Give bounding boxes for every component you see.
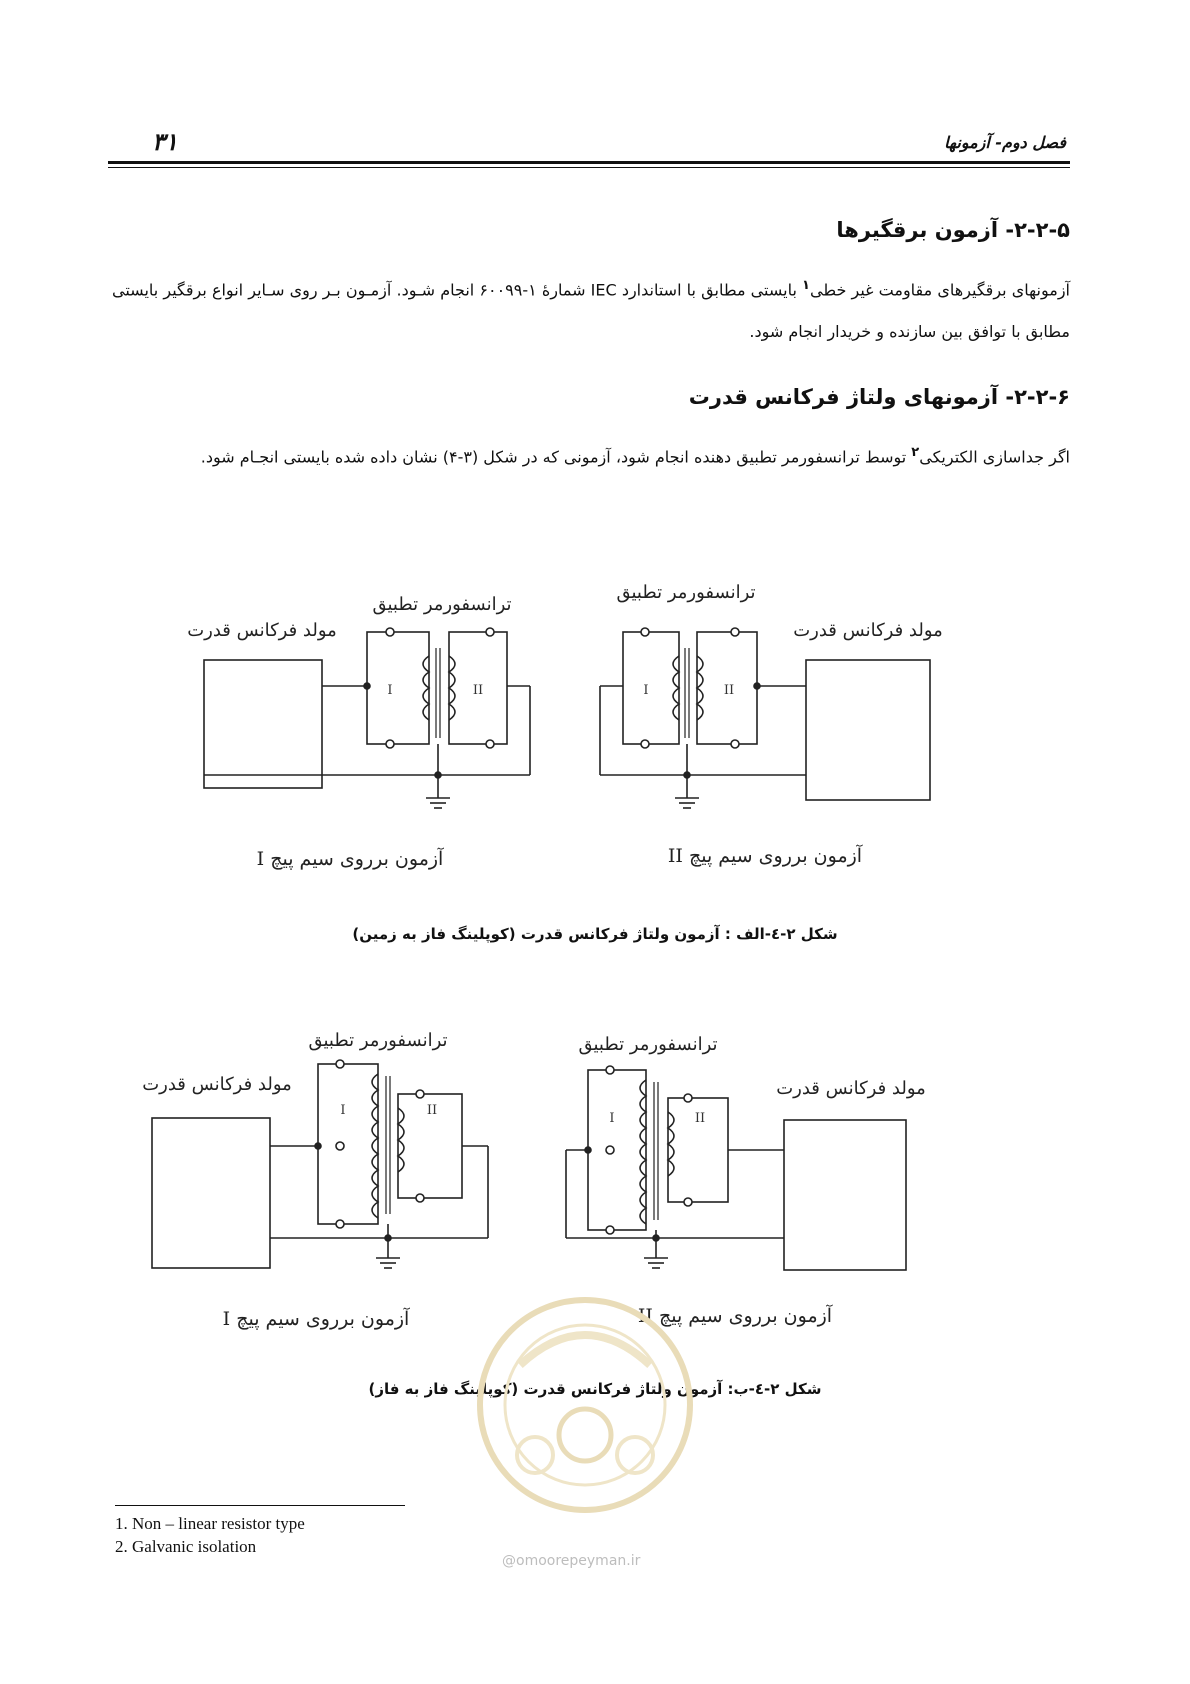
section-heading-arresters: ۲-۲-۵- آزمون برقگیرها [836, 218, 1070, 242]
watermark-url: @omoorepeyman.ir [502, 1553, 641, 1569]
paragraph-text: توسط ترانسفورمر تطبیق دهنده انجام شود، آزمونی که در شکل (۳-۴) نشان داده شده بایستی انجـام شود. [200, 447, 912, 467]
footnote-separator [115, 1505, 405, 1506]
winding-I-label: I [387, 683, 393, 698]
paragraph-arresters [112, 265, 1070, 353]
chapter-title: فصل دوم- آزمونها [944, 133, 1066, 152]
figure-2-4a-diagram [0, 560, 1190, 890]
caption-winding-1: آزمون برروی سیم پیچ I [222, 1308, 410, 1330]
coil-II [668, 1112, 674, 1176]
paragraph-text: آزمونهای برقگیرهای مقاومت غیر خطی [809, 280, 1071, 300]
section-heading-power-frequency: ۲-۲-۶- آزمونهای ولتاژ فرکانس قدرت [688, 385, 1070, 409]
footnote-1: 1. Non – linear resistor type [115, 1514, 305, 1533]
figure-2-4b-caption: شکل ۲-٤-ب: آزمون ولتاژ فرکانس قدرت (کوپلینگ فاز به فاز) [368, 1380, 822, 1398]
winding-II-label: II [472, 683, 484, 698]
footnote-2: 2. Galvanic isolation [115, 1537, 257, 1556]
coil-I [372, 1074, 378, 1218]
header-rule-thick [108, 161, 1070, 164]
circuit-test-winding-2 [600, 582, 943, 867]
transformer-label: ترانسفورمر تطبیق [308, 1030, 448, 1051]
paragraph-text: بایستی مطابق با استاندارد IEC شمارهٔ ۱-۶۰۰۹۹ انجام شـود. آزمـون بـر روی سـایر انواع برقگیر بایستی مطابق با توافق بین سازنده و خریدار انجام شود. [112, 280, 1070, 342]
circuit-test-winding-1 [187, 594, 530, 870]
coil-II [449, 656, 455, 720]
page-number: ۳۱ [152, 128, 178, 156]
winding-I-box [318, 1064, 378, 1224]
winding-I-box [588, 1070, 646, 1230]
footnote-ref-1: ۱ [802, 278, 810, 293]
coil-I [640, 1080, 646, 1224]
coil-I [423, 656, 429, 720]
generator-label: مولد فرکانس قدرت [142, 1074, 292, 1095]
winding-II-label: II [694, 1111, 706, 1126]
generator-label: مولد فرکانس قدرت [187, 620, 337, 641]
winding-I-label: I [609, 1111, 615, 1126]
coil-II [398, 1108, 404, 1172]
transformer-label: ترانسفورمر تطبیق [578, 1034, 718, 1055]
coil-II [697, 656, 703, 720]
generator-box [784, 1120, 906, 1270]
winding-II-label: II [426, 1103, 438, 1118]
header-rule-thin [108, 167, 1070, 168]
caption-winding-2: آزمون برروی سیم پیچ II [637, 1305, 833, 1327]
paragraph-text: اگر جداسازی الکتریکی [919, 447, 1070, 467]
winding-I-box [367, 632, 429, 744]
circuit-test-winding-1 [142, 1030, 488, 1330]
circuit-test-winding-2 [566, 1034, 926, 1327]
generator-label: مولد فرکانس قدرت [793, 620, 943, 641]
winding-II-label: II [723, 683, 735, 698]
coil-I [673, 656, 679, 720]
caption-winding-1: آزمون برروی سیم پیچ I [256, 848, 444, 870]
figure-2-4a-caption: شکل ۲-٤-الف : آزمون ولتاژ فرکانس قدرت (کوپلینگ فاز به زمین) [352, 925, 838, 943]
paragraph-power-frequency [112, 432, 1070, 478]
generator-box [204, 660, 322, 788]
caption-winding-2: آزمون برروی سیم پیچ II [667, 845, 863, 867]
transformer-label: ترانسفورمر تطبیق [616, 582, 756, 603]
generator-label: مولد فرکانس قدرت [776, 1078, 926, 1099]
transformer-label: ترانسفورمر تطبیق [372, 594, 512, 615]
generator-box [806, 660, 930, 800]
footnote-ref-2: ۲ [911, 445, 920, 460]
watermark-seal [470, 1285, 700, 1525]
winding-I-box [623, 632, 679, 744]
winding-I-label: I [340, 1103, 346, 1118]
generator-box [152, 1118, 270, 1268]
winding-I-label: I [643, 683, 649, 698]
